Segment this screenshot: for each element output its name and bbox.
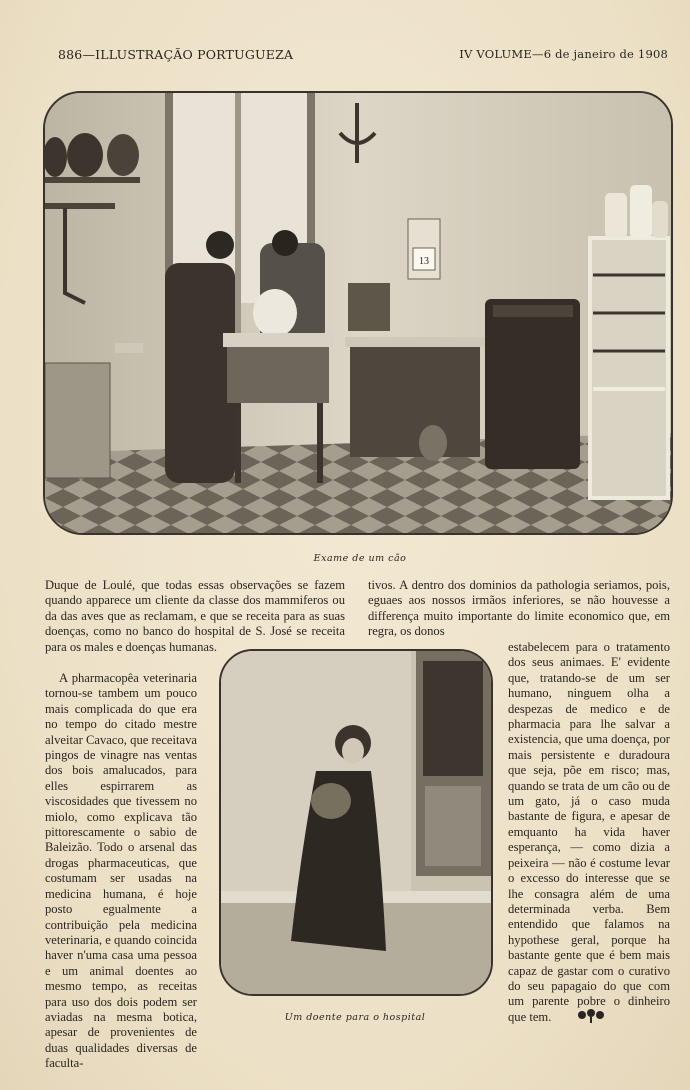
volume-label: IV VOLUME — [459, 47, 533, 61]
publication-title: —ILLUSTRAÇÃO PORTUGUEZA — [82, 47, 294, 62]
photo-exam-room — [43, 91, 673, 535]
caption-patient: Um doente para o hospital — [284, 1012, 426, 1023]
paragraph-left-top: Duque de Loulé, que todas essas observações se fazem quando apparece um cliente da classe dos mammiferos ou da das aves que as reclamam, e que se receita para as suas doenças, como no banco do hospital de S. José se receita para os males e doenças humanas. — [45, 578, 345, 654]
article-column-left-bottom — [45, 671, 197, 1072]
end-ornament-icon — [574, 1008, 608, 1024]
article-column-right-top — [368, 578, 670, 640]
issue-date: —6 de janeiro de 1908 — [532, 47, 668, 61]
header-right — [459, 47, 668, 61]
wall-sign-number: 13 — [419, 256, 429, 267]
paragraph-right-top: tivos. A dentro dos dominios da pathologia seriamos, pois, eguaes aos nossos irmãos inferiores, se não houvesse a differença muito importante do limite economico que, em regra, os donos — [368, 578, 670, 639]
header-left — [58, 47, 293, 62]
exam-room-illustration — [45, 93, 671, 533]
paragraph-pharmacopeia: A pharmacopêa veterinaria tornou-se tambem um pouco mais complicada do que era no tempo do citado mestre alveitar Cavaco, que receitava pingos de vinagre nas ventas dos bois amalucados, para elles espirrarem as viscosidades que tivessem no miolo, como explicava tão pittorescamente o sabio de Baleizão. Todo o arsenal das drogas pharmaceuticas, que costumam ser usadas na medicina humana, é hoje posto egualmente a contribuição pela medicina veterinaria, e quando coincida haver n'uma casa uma pessoa e um animal doentes ao mesmo tempo, as receitas para uso dos dois podem ser aviadas na mesma botica, apesar de provenientes de duas qualidades diversas de faculta- — [45, 671, 197, 1071]
page-header — [58, 47, 668, 63]
paragraph-right-bottom: estabelecem para o tratamento dos seus animaes. E' evidente que, tratando-se de um ser humano, ninguem olha a despezas de medico e de pharmacia para lhe salvar a existencia, que uma doença, por mais persistente e duradoura que seja, põe em risco; mas, quando se trata de um cão ou de um gato, já o caso muda bastante de figura, e apesar de emquanto ha vida haver esperança, — como dizia a peixeira — não é costume levar o excesso do interesse que se lhe consagra além de uma determinada verba. Bem entendido que falamos na hypothese geral, porque ha bastante gente que é bem mais capaz de gastar com o curativo do seu papagaio do que com um parente pobre o dinheiro que tem. — [508, 640, 670, 1024]
patient-illustration — [221, 651, 491, 994]
page-number: 886 — [58, 47, 83, 62]
photo-patient-for-hospital — [219, 649, 493, 996]
article-column-right-bottom — [508, 640, 670, 1025]
caption-exam-room: Exame de um cão — [313, 553, 407, 564]
article-column-left-top — [45, 578, 345, 655]
